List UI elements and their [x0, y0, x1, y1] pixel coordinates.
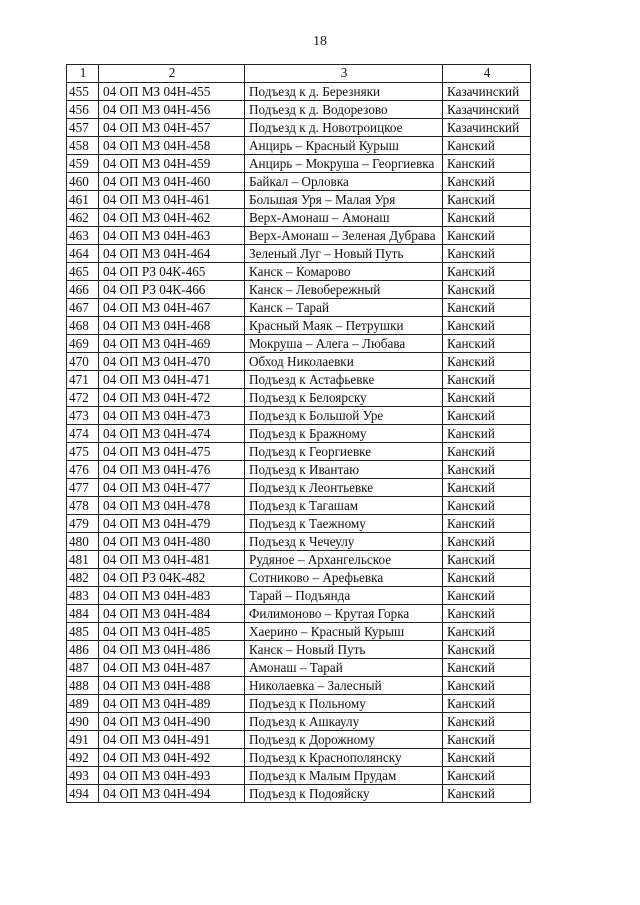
road-name-cell: Мокруша – Алега – Любава	[245, 335, 443, 353]
table-row	[67, 767, 531, 785]
road-name-cell: Подъезд к Краснополянску	[245, 749, 443, 767]
district-cell: Казачинский	[443, 83, 531, 101]
district-cell: Канский	[443, 461, 531, 479]
district-cell: Канский	[443, 605, 531, 623]
district-cell: Канский	[443, 695, 531, 713]
road-name-cell: Подъезд к Чечеулу	[245, 533, 443, 551]
road-code-cell: 04 ОП МЗ 04Н-456	[99, 101, 245, 119]
road-code-cell: 04 ОП МЗ 04Н-470	[99, 353, 245, 371]
road-code-cell: 04 ОП МЗ 04Н-471	[99, 371, 245, 389]
table-row	[67, 533, 531, 551]
row-number-cell: 485	[67, 623, 99, 641]
table-row	[67, 389, 531, 407]
road-code-cell: 04 ОП МЗ 04Н-477	[99, 479, 245, 497]
table-row	[67, 155, 531, 173]
row-number-cell: 469	[67, 335, 99, 353]
table-row	[67, 461, 531, 479]
row-number-cell: 486	[67, 641, 99, 659]
road-name-cell: Сотниково – Арефьевка	[245, 569, 443, 587]
row-number-cell: 494	[67, 785, 99, 803]
road-name-cell: Подъезд к Малым Прудам	[245, 767, 443, 785]
road-name-cell: Подъезд к д. Новотроицкое	[245, 119, 443, 137]
road-name-cell: Подъезд к Большой Уре	[245, 407, 443, 425]
table-row	[67, 263, 531, 281]
road-code-cell: 04 ОП МЗ 04Н-494	[99, 785, 245, 803]
header-col-1: 1	[67, 65, 99, 83]
table-row	[67, 497, 531, 515]
header-row	[67, 65, 531, 83]
road-name-cell: Тарай – Подъянда	[245, 587, 443, 605]
road-code-cell: 04 ОП МЗ 04Н-468	[99, 317, 245, 335]
road-code-cell: 04 ОП МЗ 04Н-461	[99, 191, 245, 209]
district-cell: Канский	[443, 587, 531, 605]
district-cell: Канский	[443, 551, 531, 569]
row-number-cell: 470	[67, 353, 99, 371]
district-cell: Канский	[443, 533, 531, 551]
row-number-cell: 455	[67, 83, 99, 101]
table-row	[67, 551, 531, 569]
row-number-cell: 487	[67, 659, 99, 677]
district-cell: Канский	[443, 569, 531, 587]
row-number-cell: 464	[67, 245, 99, 263]
road-name-cell: Байкал – Орловка	[245, 173, 443, 191]
road-code-cell: 04 ОП РЗ 04К-465	[99, 263, 245, 281]
header-col-3: 3	[245, 65, 443, 83]
road-code-cell: 04 ОП МЗ 04Н-458	[99, 137, 245, 155]
row-number-cell: 490	[67, 713, 99, 731]
road-name-cell: Подъезд к Георгиевке	[245, 443, 443, 461]
road-code-cell: 04 ОП МЗ 04Н-478	[99, 497, 245, 515]
row-number-cell: 493	[67, 767, 99, 785]
district-cell: Канский	[443, 497, 531, 515]
district-cell: Канский	[443, 299, 531, 317]
road-code-cell: 04 ОП МЗ 04Н-463	[99, 227, 245, 245]
road-code-cell: 04 ОП МЗ 04Н-483	[99, 587, 245, 605]
header-col-4: 4	[443, 65, 531, 83]
district-cell: Канский	[443, 227, 531, 245]
header-col-2: 2	[99, 65, 245, 83]
road-name-cell: Амонаш – Тарай	[245, 659, 443, 677]
road-name-cell: Подъезд к Дорожному	[245, 731, 443, 749]
row-number-cell: 489	[67, 695, 99, 713]
row-number-cell: 471	[67, 371, 99, 389]
district-cell: Канский	[443, 641, 531, 659]
row-number-cell: 468	[67, 317, 99, 335]
road-name-cell: Подъезд к Тагашам	[245, 497, 443, 515]
road-code-cell: 04 ОП МЗ 04Н-485	[99, 623, 245, 641]
road-code-cell: 04 ОП МЗ 04Н-491	[99, 731, 245, 749]
row-number-cell: 478	[67, 497, 99, 515]
district-cell: Канский	[443, 155, 531, 173]
district-cell: Канский	[443, 479, 531, 497]
road-code-cell: 04 ОП МЗ 04Н-475	[99, 443, 245, 461]
row-number-cell: 472	[67, 389, 99, 407]
road-code-cell: 04 ОП МЗ 04Н-493	[99, 767, 245, 785]
district-cell: Канский	[443, 173, 531, 191]
row-number-cell: 467	[67, 299, 99, 317]
district-cell: Канский	[443, 407, 531, 425]
table-row	[67, 407, 531, 425]
road-name-cell: Подъезд к д. Березняки	[245, 83, 443, 101]
road-name-cell: Анцирь – Красный Курыш	[245, 137, 443, 155]
district-cell: Канский	[443, 281, 531, 299]
road-code-cell: 04 ОП МЗ 04Н-467	[99, 299, 245, 317]
road-name-cell: Обход Николаевки	[245, 353, 443, 371]
row-number-cell: 479	[67, 515, 99, 533]
table-row	[67, 227, 531, 245]
road-name-cell: Подъезд к Таежному	[245, 515, 443, 533]
road-code-cell: 04 ОП МЗ 04Н-481	[99, 551, 245, 569]
road-code-cell: 04 ОП МЗ 04Н-486	[99, 641, 245, 659]
road-name-cell: Подъезд к Леонтьевке	[245, 479, 443, 497]
row-number-cell: 491	[67, 731, 99, 749]
district-cell: Канский	[443, 677, 531, 695]
row-number-cell: 460	[67, 173, 99, 191]
road-name-cell: Канск – Новый Путь	[245, 641, 443, 659]
district-cell: Казачинский	[443, 101, 531, 119]
road-name-cell: Николаевка – Залесный	[245, 677, 443, 695]
district-cell: Канский	[443, 659, 531, 677]
table-row	[67, 731, 531, 749]
table-row	[67, 299, 531, 317]
table-row	[67, 713, 531, 731]
road-name-cell: Подъезд к Белоярску	[245, 389, 443, 407]
road-name-cell: Зеленый Луг – Новый Путь	[245, 245, 443, 263]
road-code-cell: 04 ОП МЗ 04Н-469	[99, 335, 245, 353]
road-name-cell: Большая Уря – Малая Уря	[245, 191, 443, 209]
row-number-cell: 461	[67, 191, 99, 209]
table-row	[67, 83, 531, 101]
road-code-cell: 04 ОП МЗ 04Н-455	[99, 83, 245, 101]
table-row	[67, 101, 531, 119]
table-row	[67, 191, 531, 209]
row-number-cell: 488	[67, 677, 99, 695]
district-cell: Казачинский	[443, 119, 531, 137]
table-row	[67, 281, 531, 299]
row-number-cell: 481	[67, 551, 99, 569]
table-row	[67, 425, 531, 443]
table-body	[67, 83, 531, 803]
road-name-cell: Анцирь – Мокруша – Георгиевка	[245, 155, 443, 173]
district-cell: Канский	[443, 389, 531, 407]
road-code-cell: 04 ОП МЗ 04Н-472	[99, 389, 245, 407]
road-code-cell: 04 ОП МЗ 04Н-457	[99, 119, 245, 137]
row-number-cell: 463	[67, 227, 99, 245]
road-name-cell: Канск – Левобережный	[245, 281, 443, 299]
road-code-cell: 04 ОП РЗ 04К-482	[99, 569, 245, 587]
table-header	[67, 65, 531, 83]
row-number-cell: 483	[67, 587, 99, 605]
district-cell: Канский	[443, 137, 531, 155]
table-row	[67, 137, 531, 155]
table-row	[67, 209, 531, 227]
road-code-cell: 04 ОП МЗ 04Н-490	[99, 713, 245, 731]
row-number-cell: 477	[67, 479, 99, 497]
road-name-cell: Хаерино – Красный Курыш	[245, 623, 443, 641]
road-registry-table	[66, 64, 531, 803]
table-row	[67, 659, 531, 677]
road-code-cell: 04 ОП МЗ 04Н-484	[99, 605, 245, 623]
table-row	[67, 443, 531, 461]
row-number-cell: 474	[67, 425, 99, 443]
road-name-cell: Подъезд к Ивантаю	[245, 461, 443, 479]
row-number-cell: 475	[67, 443, 99, 461]
row-number-cell: 480	[67, 533, 99, 551]
table-row	[67, 623, 531, 641]
table-row	[67, 173, 531, 191]
road-code-cell: 04 ОП МЗ 04Н-489	[99, 695, 245, 713]
row-number-cell: 476	[67, 461, 99, 479]
district-cell: Канский	[443, 245, 531, 263]
table-row	[67, 515, 531, 533]
road-name-cell: Канск – Комарово	[245, 263, 443, 281]
table-row	[67, 317, 531, 335]
road-name-cell: Подъезд к д. Водорезово	[245, 101, 443, 119]
road-name-cell: Подъезд к Польному	[245, 695, 443, 713]
district-cell: Канский	[443, 335, 531, 353]
table-row	[67, 371, 531, 389]
road-code-cell: 04 ОП МЗ 04Н-473	[99, 407, 245, 425]
road-name-cell: Верх-Амонаш – Зеленая Дубрава	[245, 227, 443, 245]
row-number-cell: 459	[67, 155, 99, 173]
district-cell: Канский	[443, 713, 531, 731]
table-row	[67, 245, 531, 263]
district-cell: Канский	[443, 749, 531, 767]
table-row	[67, 569, 531, 587]
table-row	[67, 587, 531, 605]
road-name-cell: Канск – Тарай	[245, 299, 443, 317]
road-code-cell: 04 ОП МЗ 04Н-464	[99, 245, 245, 263]
road-name-cell: Подъезд к Ашкаулу	[245, 713, 443, 731]
table-row	[67, 785, 531, 803]
road-code-cell: 04 ОП МЗ 04Н-487	[99, 659, 245, 677]
road-code-cell: 04 ОП МЗ 04Н-492	[99, 749, 245, 767]
table-row	[67, 677, 531, 695]
district-cell: Канский	[443, 515, 531, 533]
district-cell: Канский	[443, 623, 531, 641]
table-row	[67, 119, 531, 137]
road-name-cell: Подъезд к Астафьевке	[245, 371, 443, 389]
row-number-cell: 462	[67, 209, 99, 227]
row-number-cell: 465	[67, 263, 99, 281]
road-code-cell: 04 ОП МЗ 04Н-480	[99, 533, 245, 551]
district-cell: Канский	[443, 767, 531, 785]
row-number-cell: 482	[67, 569, 99, 587]
row-number-cell: 466	[67, 281, 99, 299]
road-name-cell: Филимоново – Крутая Горка	[245, 605, 443, 623]
table-row	[67, 641, 531, 659]
road-code-cell: 04 ОП МЗ 04Н-479	[99, 515, 245, 533]
row-number-cell: 457	[67, 119, 99, 137]
road-code-cell: 04 ОП РЗ 04К-466	[99, 281, 245, 299]
road-code-cell: 04 ОП МЗ 04Н-459	[99, 155, 245, 173]
table-row	[67, 353, 531, 371]
district-cell: Канский	[443, 371, 531, 389]
page-number: 18	[313, 34, 327, 49]
table-row	[67, 479, 531, 497]
table-row	[67, 605, 531, 623]
row-number-cell: 458	[67, 137, 99, 155]
road-name-cell: Красный Маяк – Петрушки	[245, 317, 443, 335]
table-row	[67, 335, 531, 353]
row-number-cell: 484	[67, 605, 99, 623]
district-cell: Канский	[443, 353, 531, 371]
road-code-cell: 04 ОП МЗ 04Н-462	[99, 209, 245, 227]
table-row	[67, 695, 531, 713]
road-name-cell: Подъезд к Бражному	[245, 425, 443, 443]
district-cell: Канский	[443, 785, 531, 803]
table-row	[67, 749, 531, 767]
road-code-cell: 04 ОП МЗ 04Н-488	[99, 677, 245, 695]
district-cell: Канский	[443, 209, 531, 227]
district-cell: Канский	[443, 191, 531, 209]
road-code-cell: 04 ОП МЗ 04Н-474	[99, 425, 245, 443]
road-code-cell: 04 ОП МЗ 04Н-460	[99, 173, 245, 191]
district-cell: Канский	[443, 731, 531, 749]
district-cell: Канский	[443, 425, 531, 443]
district-cell: Канский	[443, 317, 531, 335]
district-cell: Канский	[443, 263, 531, 281]
row-number-cell: 492	[67, 749, 99, 767]
district-cell: Канский	[443, 443, 531, 461]
row-number-cell: 473	[67, 407, 99, 425]
road-name-cell: Рудяное – Архангельское	[245, 551, 443, 569]
road-name-cell: Подъезд к Подояйску	[245, 785, 443, 803]
road-name-cell: Верх-Амонаш – Амонаш	[245, 209, 443, 227]
road-code-cell: 04 ОП МЗ 04Н-476	[99, 461, 245, 479]
row-number-cell: 456	[67, 101, 99, 119]
